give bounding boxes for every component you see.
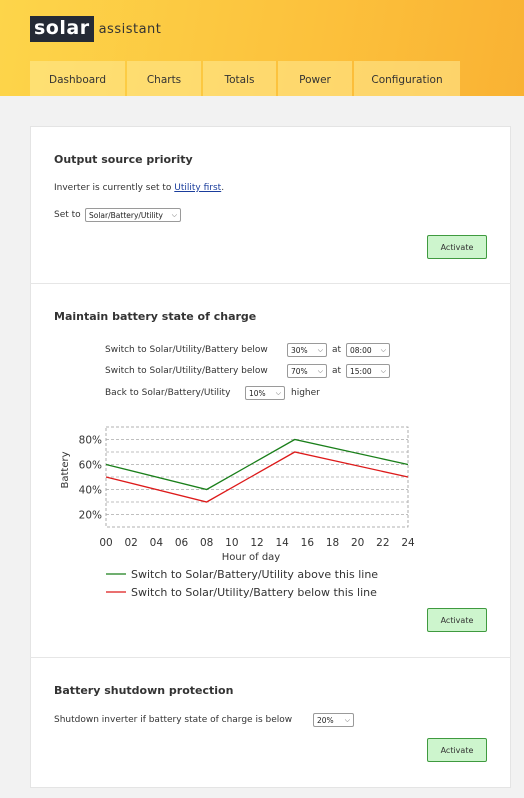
x-tick-label: 02 [124, 537, 138, 549]
x-tick-label: 04 [149, 537, 164, 549]
chevron-down-icon: ⌵ [317, 346, 323, 354]
row1-time-value: 08:00 [350, 345, 372, 355]
maintain-activate-button[interactable]: Activate [427, 608, 487, 632]
row1-at: at [332, 345, 342, 355]
output-priority-activate-button[interactable]: Activate [427, 235, 487, 259]
y-tick-label: 80% [78, 434, 102, 447]
chevron-down-icon: ⌵ [171, 211, 177, 219]
tab-dashboard[interactable]: Dashboard [30, 61, 125, 96]
x-tick-label: 00 [99, 537, 113, 549]
x-tick-label: 14 [275, 537, 289, 549]
y-tick-label: 40% [78, 484, 102, 497]
tab-charts[interactable]: Charts [127, 61, 201, 96]
x-tick-label: 10 [225, 537, 239, 549]
y-tick-label: 20% [78, 509, 102, 522]
shutdown-title: Battery shutdown protection [54, 684, 234, 697]
chevron-down-icon: ⌵ [380, 367, 386, 375]
x-tick-label: 06 [174, 537, 189, 549]
chevron-down-icon: ⌵ [275, 389, 281, 397]
tab-power[interactable]: Power [278, 61, 352, 96]
shutdown-pct-value: 20% [317, 715, 334, 725]
y-axis-label: Battery [60, 451, 71, 489]
tab-configuration[interactable]: Configuration [354, 61, 460, 96]
x-tick-label: 18 [325, 537, 340, 549]
output-priority-title: Output source priority [54, 153, 193, 166]
status-suffix: . [221, 183, 225, 193]
row3-label: Back to Solar/Battery/Utility [105, 388, 231, 398]
maintain-title: Maintain battery state of charge [54, 310, 257, 323]
chevron-down-icon: ⌵ [317, 367, 323, 375]
logo-mark: solar [30, 16, 94, 42]
shutdown-label: Shutdown inverter if battery state of charge is below [54, 715, 293, 725]
x-tick-label: 22 [376, 537, 390, 549]
row3-suffix: higher [291, 388, 320, 398]
legend-label: Switch to Solar/Battery/Utility above this line [131, 568, 379, 581]
output-priority-select-value: Solar/Battery/Utility [89, 210, 163, 220]
row1-label: Switch to Solar/Utility/Battery below [105, 345, 268, 355]
tab-totals[interactable]: Totals [203, 61, 276, 96]
status-link[interactable]: Utility first [174, 183, 222, 193]
shutdown-activate-button[interactable]: Activate [427, 738, 487, 762]
chevron-down-icon: ⌵ [380, 346, 386, 354]
row2-label: Switch to Solar/Utility/Battery below [105, 366, 268, 376]
chevron-down-icon: ⌵ [344, 716, 350, 724]
set-to-label: Set to [54, 210, 81, 220]
logo-text: assistant [98, 21, 162, 37]
x-tick-label: 16 [300, 537, 315, 549]
y-tick-label: 60% [78, 459, 102, 472]
status-prefix: Inverter is currently set to [54, 183, 172, 193]
x-tick-label: 24 [401, 537, 415, 549]
row2-time-value: 15:00 [350, 366, 372, 376]
x-tick-label: 20 [350, 537, 365, 549]
section-divider [30, 657, 511, 658]
row2-at: at [332, 366, 342, 376]
x-tick-label: 08 [199, 537, 214, 549]
row1-pct-value: 30% [291, 345, 308, 355]
row2-pct-value: 70% [291, 366, 308, 376]
x-tick-label: 12 [250, 537, 264, 549]
x-axis-label: Hour of day [221, 552, 281, 563]
shutdown-pct-select[interactable] [313, 713, 354, 727]
row3-pct-value: 10% [249, 388, 266, 398]
legend-label: Switch to Solar/Utility/Battery below this line [131, 586, 377, 599]
